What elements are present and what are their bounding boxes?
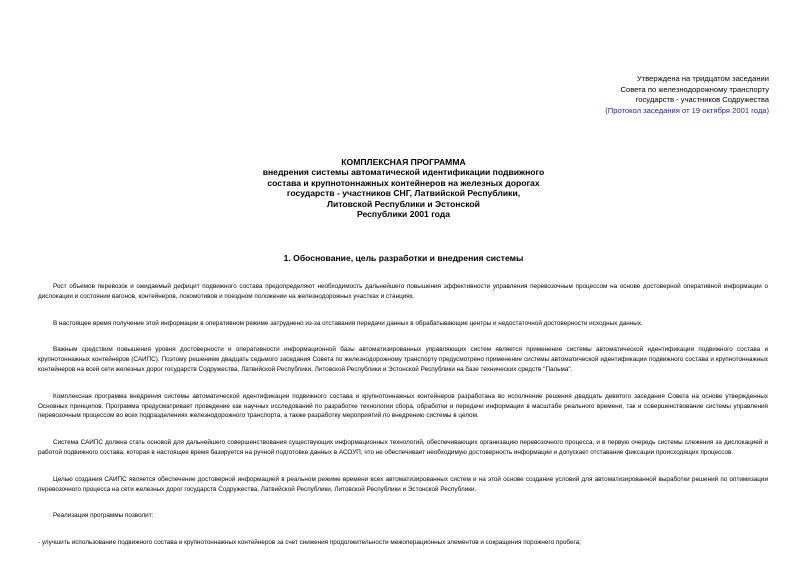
approval-line: Утверждена на тридцатом заседании	[636, 74, 769, 83]
title-line: внедрения системы автоматической идентификации подвижного	[262, 167, 545, 178]
title-line: КОМПЛЕКСНАЯ ПРОГРАММА	[341, 157, 466, 167]
body-paragraph: Реализация программы позволит:	[53, 512, 154, 520]
document-title	[0, 157, 807, 219]
body-paragraph: Целью создания САИПС является обеспечение достоверной информацией в реальном режиме времени всех автоматизированных систем и на этой основе создание условий для автоматизированной выработки решений по оптимизации перевозочного процесса на сети железных дорог государств Содружества, Латвийской Республики, Литовской Республики и Эстонской Республики.	[38, 475, 768, 493]
title-line: состава и крупнотоннажных контейнеров на железных дорогах	[267, 177, 540, 188]
approval-protocol: (Протокол заседания от 19 октября 2001 года)	[605, 105, 769, 115]
title-line: государств - участников СНГ, Латвийской Республики,	[286, 188, 521, 199]
approval-note	[605, 74, 769, 116]
body-paragraph: Комплексная программа внедрения системы автоматической идентификации подвижного состава и крупнотоннажных контейнеров разработана во исполнение решения двадцать девятого заседания Совета на основе утвержденных Основных принципов. Программа предусматривает проведение как научных исследований по разработке технологии сбора, обработки и передачи информации в масштабе реального времени, так и совершенствование системы управления перевозочным процессом во всех подразделениях железнодорожного транспорта, а также разработку мероприятий по внедрению системы в целом.	[38, 392, 768, 420]
body-paragraph: Важным средством повышения уровня достоверности и оперативности информационной базы автоматизированных управляющих систем является применение системы автоматической идентификации подвижного состава и крупнотоннажных контейнеров (САИПС). Поэтому решением двадцать седьмого заседания Совета по железнодорожному транспорту предусмотрено применение системы автоматической идентификации подвижного состава и крупнотоннажных контейнеров на всей сети железных дорог государств Содружества, Латвийской Республики, Литовской Республики и Эстонской Республики на базе технических средств "Пальма".	[38, 346, 768, 373]
title-line: Литовской Республики и Эстонской	[327, 198, 480, 209]
body-paragraph: В настоящее время получение этой информации в оперативном режиме затруднено из-за отставания передачи данных в обрабатывающие центры и недостаточной достоверности исходных данных.	[53, 319, 643, 327]
approval-line: государств - участников Содружества	[635, 95, 769, 105]
section-heading: 1. Обоснование, цель разработки и внедрения системы	[283, 253, 524, 263]
approval-line: Совета по железнодорожному транспорту	[620, 84, 769, 94]
body-paragraph: Система САИПС должна стать основой для дальнейшего совершенствования существующих информационных технологий, обеспечивающих организацию перевозочного процесса, и в первую очередь системы слежения за дислокацией и работой подвижного состава, которая в настоящее время базируется на ручной подготовке данных в АСОУП, что не обеспечивает необходимую достоверность информации и допускает отставание фиксации происходящих процессов.	[38, 439, 768, 456]
bullet-item: - улучшить использование подвижного состава и крупнотоннажных контейнеров за счет снижения продолжительности межоперационных элементов и сокращения порожнего пробега;	[38, 539, 581, 547]
document-body	[38, 282, 768, 565]
title-line: Республики 2001 года	[356, 209, 451, 220]
body-paragraph: Рост объемов перевозок и ожидаемый дефицит подвижного состава предопределяют необходимость дальнейшего повышения эффективности управления перевозочным процессом на основе достоверной оперативной информации о дислокации и состоянии вагонов, контейнеров, локомотивов и поездном положении на железнодорожных участках и станциях.	[38, 283, 768, 300]
